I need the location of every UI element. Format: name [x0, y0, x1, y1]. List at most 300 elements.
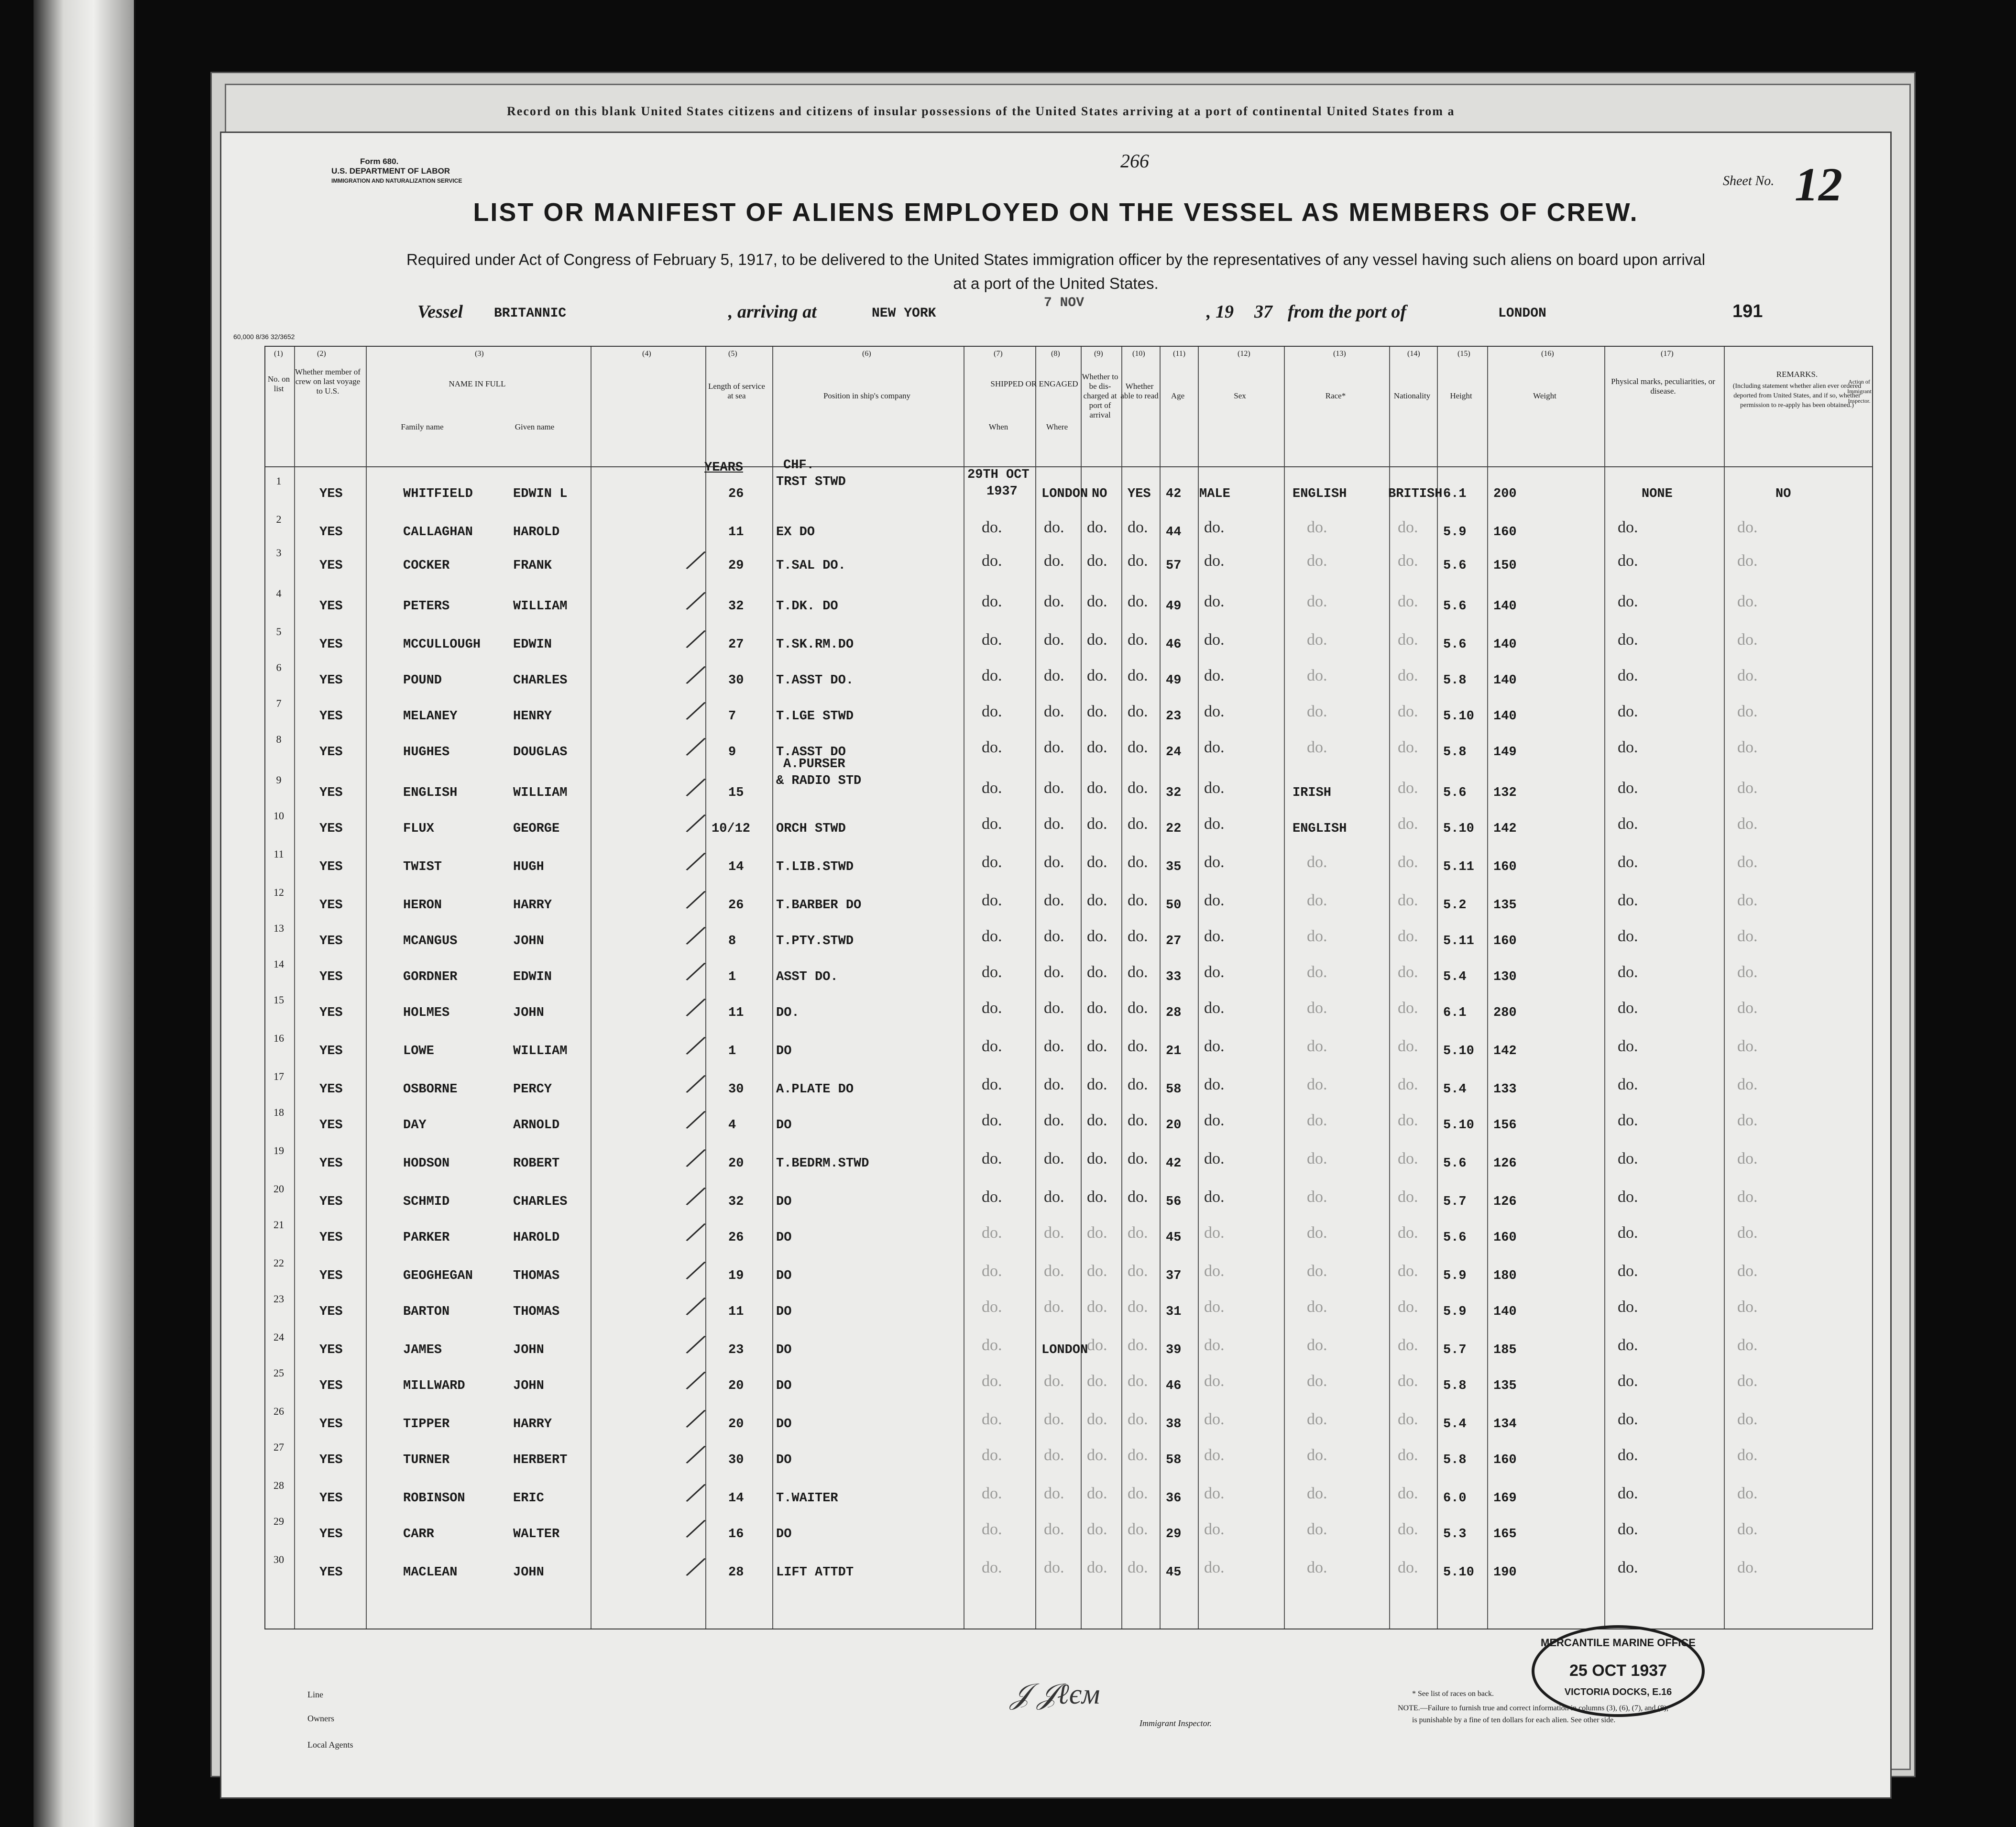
ditto-race: do.: [1307, 1150, 1327, 1167]
ditto-sex: do.: [1204, 1559, 1225, 1576]
ditto-read: do.: [1128, 1298, 1148, 1316]
cell-position: A.PLATE DO: [776, 1082, 854, 1097]
ditto-read: do.: [1128, 1112, 1148, 1129]
ditto-nationality: do.: [1398, 1037, 1418, 1055]
ditto-sex: do.: [1204, 815, 1225, 833]
ditto-where: do.: [1044, 779, 1064, 797]
ditto-sex: do.: [1204, 703, 1225, 720]
ditto-remarks: do.: [1737, 631, 1758, 649]
cell-voyage: YES: [319, 1305, 343, 1319]
ditto-where: do.: [1044, 891, 1064, 909]
cell-height: 5.4: [1443, 1417, 1467, 1431]
ditto-sex: do.: [1204, 1372, 1225, 1390]
ditto-marks: do.: [1618, 1520, 1638, 1538]
cell-voyage: YES: [319, 822, 343, 836]
cell-family-name: TIPPER: [403, 1417, 450, 1431]
column-rule: [1604, 347, 1605, 1629]
ditto-where: do.: [1044, 1559, 1064, 1576]
header-physical-marks: Physical marks, peculiarities, or disease.: [1611, 377, 1715, 396]
cell-position: DO.: [776, 1006, 800, 1020]
ditto-race: do.: [1307, 1076, 1327, 1093]
cell-service: 16: [728, 1527, 744, 1541]
ditto-when: do.: [982, 1112, 1002, 1129]
ditto-read: do.: [1128, 1520, 1148, 1538]
footer-note-penalty: NOTE.—Failure to furnish true and correct information in columns (3), (6), (7), and (8),: [1398, 1704, 1669, 1712]
ditto-where: do.: [1044, 593, 1064, 610]
ditto-nationality: do.: [1398, 1262, 1418, 1280]
row-number: 29: [274, 1515, 284, 1527]
ditto-race: do.: [1307, 963, 1327, 981]
cell-position: DO: [776, 1527, 792, 1541]
cell-given-name: HERBERT: [513, 1453, 568, 1467]
header-name-in-full: NAME IN FULL: [449, 379, 506, 388]
ditto-remarks: do.: [1737, 1112, 1758, 1129]
cell-age: 58: [1166, 1082, 1182, 1097]
cell-service: 20: [728, 1379, 744, 1393]
cell-given-name: WILLIAM: [513, 599, 568, 614]
cell-weight: 160: [1493, 525, 1517, 539]
cell-age: 49: [1166, 673, 1182, 688]
cell-service: 30: [728, 1453, 744, 1467]
row-number: 14: [274, 958, 284, 970]
cell-age: 49: [1166, 599, 1182, 614]
header-rule: [265, 466, 1872, 467]
ditto-where: do.: [1044, 1520, 1064, 1538]
ditto-discharged: do.: [1087, 1446, 1107, 1464]
ditto-marks: do.: [1618, 1224, 1638, 1242]
cell-height: 5.6: [1443, 638, 1467, 652]
cell-weight: 200: [1493, 487, 1517, 501]
ditto-nationality: do.: [1398, 1520, 1418, 1538]
ditto-race: do.: [1307, 1410, 1327, 1428]
ditto-read: do.: [1128, 1262, 1148, 1280]
cell-age: 28: [1166, 1006, 1182, 1020]
ditto-when: do.: [982, 1372, 1002, 1390]
cell-voyage: YES: [319, 898, 343, 913]
cell-voyage: YES: [319, 1565, 343, 1580]
cell-voyage: YES: [319, 1417, 343, 1431]
cell-voyage: YES: [319, 970, 343, 984]
header-no-on-list: No. on list: [267, 374, 290, 393]
check-mark: ╱: [687, 1442, 705, 1467]
ditto-remarks: do.: [1737, 1150, 1758, 1167]
check-mark: ╱: [687, 1184, 705, 1209]
ditto-read: do.: [1128, 1410, 1148, 1428]
cell-voyage: YES: [319, 1044, 343, 1058]
cell-family-name: TWIST: [403, 860, 442, 874]
ditto-where: do.: [1044, 1410, 1064, 1428]
cell-height: 5.10: [1443, 1118, 1474, 1133]
column-number: (12): [1238, 350, 1250, 358]
column-rule: [1284, 347, 1285, 1629]
cell-service: 9: [728, 745, 736, 759]
cell-given-name: THOMAS: [513, 1305, 560, 1319]
cell-voyage: YES: [319, 525, 343, 539]
ditto-discharged: do.: [1087, 927, 1107, 945]
ditto-sex: do.: [1204, 1188, 1225, 1206]
cell-service: 11: [728, 1006, 744, 1020]
ditto-marks: do.: [1618, 815, 1638, 833]
ditto-race: do.: [1307, 1112, 1327, 1129]
ditto-where: do.: [1044, 1372, 1064, 1390]
cell-family-name: MCANGUS: [403, 934, 458, 948]
row-number: 25: [274, 1367, 284, 1379]
cell-family-name: TURNER: [403, 1453, 450, 1467]
header-where: Where: [1046, 422, 1068, 431]
ditto-marks: do.: [1618, 593, 1638, 610]
ditto-sex: do.: [1204, 1485, 1225, 1502]
stamp-date: 25 OCT 1937: [1569, 1662, 1667, 1680]
ditto-discharged: do.: [1087, 1336, 1107, 1354]
cell-height: 6.0: [1443, 1491, 1467, 1506]
check-mark: ╱: [687, 1034, 705, 1058]
cell-position: ORCH STWD: [776, 822, 846, 836]
cell-where: LONDON: [1041, 1343, 1088, 1357]
cell-family-name: LOWE: [403, 1044, 434, 1058]
header-weight: Weight: [1533, 391, 1556, 400]
ditto-when: do.: [982, 1037, 1002, 1055]
ditto-where: do.: [1044, 738, 1064, 756]
ditto-marks: do.: [1618, 1298, 1638, 1316]
ditto-discharged: do.: [1087, 999, 1107, 1017]
header-member-last-voyage: Whether member of crew on last voyage to U.S.: [295, 367, 361, 396]
cell-weight: 165: [1493, 1527, 1517, 1541]
ditto-discharged: do.: [1087, 891, 1107, 909]
ditto-nationality: do.: [1398, 1446, 1418, 1464]
cell-service: 4: [728, 1118, 736, 1133]
cell-family-name: MILLWARD: [403, 1379, 465, 1393]
ditto-marks: do.: [1618, 1150, 1638, 1167]
check-mark: ╱: [687, 548, 705, 572]
cell-height: 5.10: [1443, 709, 1474, 724]
check-mark: ╱: [687, 924, 705, 948]
cell-family-name: MACLEAN: [403, 1565, 458, 1580]
cell-position: DO: [776, 1269, 792, 1283]
check-mark: ╱: [687, 959, 705, 984]
row-number: 20: [274, 1183, 284, 1195]
cell-weight: 135: [1493, 898, 1517, 913]
cell-voyage: YES: [319, 1453, 343, 1467]
cell-age: 36: [1166, 1491, 1182, 1506]
cell-weight: 180: [1493, 1269, 1517, 1283]
header-able-to-read: Whether able to read: [1120, 382, 1159, 400]
cell-weight: 160: [1493, 934, 1517, 948]
ditto-marks: do.: [1618, 1336, 1638, 1354]
ditto-read: do.: [1128, 853, 1148, 871]
cell-given-name: PERCY: [513, 1082, 552, 1097]
header-remarks: REMARKS.: [1776, 370, 1818, 379]
cell-weight: 140: [1493, 638, 1517, 652]
ditto-marks: do.: [1618, 667, 1638, 684]
ditto-discharged: do.: [1087, 552, 1107, 570]
ditto-read: do.: [1128, 779, 1148, 797]
ditto-sex: do.: [1204, 1446, 1225, 1464]
cell-family-name: MELANEY: [403, 709, 458, 724]
column-rule: [1437, 347, 1438, 1629]
ditto-sex: do.: [1204, 853, 1225, 871]
ditto-remarks: do.: [1737, 1262, 1758, 1280]
header-nationality: Nationality: [1393, 391, 1431, 400]
cell-voyage: YES: [319, 860, 343, 874]
cell-position: EX DO: [776, 525, 815, 539]
ditto-discharged: do.: [1087, 1372, 1107, 1390]
cell-position: DO: [776, 1195, 792, 1209]
cell-family-name: PETERS: [403, 599, 450, 614]
cell-service: 19: [728, 1269, 744, 1283]
column-number: (7): [994, 350, 1003, 358]
ditto-remarks: do.: [1737, 593, 1758, 610]
row-number: 30: [274, 1553, 284, 1565]
row-number: 27: [274, 1441, 284, 1453]
ditto-sex: do.: [1204, 738, 1225, 756]
cell-height: 5.6: [1443, 1156, 1467, 1171]
cell-age: 39: [1166, 1343, 1182, 1357]
ditto-marks: do.: [1618, 518, 1638, 536]
cell-position: DO: [776, 1044, 792, 1058]
ditto-when: do.: [982, 963, 1002, 981]
ditto-remarks: do.: [1737, 853, 1758, 871]
cell-position: DO: [776, 1379, 792, 1393]
ditto-where: do.: [1044, 1150, 1064, 1167]
cell-given-name: GEORGE: [513, 822, 560, 836]
cell-service: 1: [728, 970, 736, 984]
ditto-race: do.: [1307, 593, 1327, 610]
ditto-race: do.: [1307, 1188, 1327, 1206]
ditto-when: do.: [982, 1298, 1002, 1316]
check-mark: ╱: [687, 1481, 705, 1505]
ditto-where: do.: [1044, 1037, 1064, 1055]
cell-position: & RADIO STD: [776, 774, 862, 788]
ditto-remarks: do.: [1737, 1076, 1758, 1093]
column-number: (9): [1094, 350, 1103, 358]
ditto-marks: do.: [1618, 1446, 1638, 1464]
cell-given-name: JOHN: [513, 1565, 544, 1580]
cell-height: 5.6: [1443, 599, 1467, 614]
header-age: Age: [1171, 391, 1185, 400]
ditto-read: do.: [1128, 631, 1148, 649]
ditto-when: do.: [982, 853, 1002, 871]
cell-nationality: BRITISH: [1388, 487, 1443, 501]
ditto-read: do.: [1128, 552, 1148, 570]
ditto-read: do.: [1128, 1076, 1148, 1093]
ditto-when: do.: [982, 1559, 1002, 1576]
check-mark: ╱: [687, 1368, 705, 1393]
ditto-race: do.: [1307, 703, 1327, 720]
binding-strip: [33, 0, 136, 1827]
cell-voyage: YES: [319, 673, 343, 688]
ditto-nationality: do.: [1398, 631, 1418, 649]
ditto-where: do.: [1044, 518, 1064, 536]
cell-service: 26: [728, 487, 744, 501]
column-rule: [591, 347, 592, 1629]
check-mark: ╱: [687, 888, 705, 912]
cell-position: DO: [776, 1305, 792, 1319]
header-action: Action of Immigrant Inspector.: [1847, 378, 1872, 404]
stamp-top: MERCANTILE MARINE OFFICE: [1541, 1637, 1696, 1649]
ditto-when: do.: [982, 738, 1002, 756]
from-label: from the port of: [1288, 302, 1407, 322]
cell-given-name: EDWIN: [513, 638, 552, 652]
row-number: 7: [276, 697, 282, 709]
header-discharged: Whether to be dis-charged at port of arrival: [1082, 372, 1118, 419]
ditto-where: do.: [1044, 853, 1064, 871]
cell-family-name: BARTON: [403, 1305, 450, 1319]
ditto-sex: do.: [1204, 891, 1225, 909]
ditto-where: do.: [1044, 552, 1064, 570]
ditto-read: do.: [1128, 1485, 1148, 1502]
cell-discharged: NO: [1092, 487, 1107, 501]
record-line: Record on this blank United States citizens and citizens of insular possessions of the United States arriving at a port of continental United States from a: [507, 104, 1455, 118]
row-number: 4: [276, 587, 282, 599]
ditto-race: do.: [1307, 631, 1327, 649]
ditto-read: do.: [1128, 1446, 1148, 1464]
cell-height: 5.4: [1443, 1082, 1467, 1097]
cell-service: 11: [728, 525, 744, 539]
ditto-remarks: do.: [1737, 703, 1758, 720]
cell-position: DO: [776, 1231, 792, 1245]
cell-service: 15: [728, 786, 744, 800]
cell-age: 58: [1166, 1453, 1182, 1467]
row-number: 18: [274, 1106, 284, 1118]
ditto-where: do.: [1044, 667, 1064, 684]
cell-when: 1937: [986, 484, 1018, 499]
footer-owners-label: Owners: [307, 1714, 334, 1723]
cell-age: 44: [1166, 525, 1182, 539]
cell-given-name: HENRY: [513, 709, 552, 724]
ditto-sex: do.: [1204, 593, 1225, 610]
cell-service: 8: [728, 934, 736, 948]
ditto-discharged: do.: [1087, 1188, 1107, 1206]
ditto-discharged: do.: [1087, 518, 1107, 536]
column-number: (5): [728, 350, 737, 358]
cell-voyage: YES: [319, 1195, 343, 1209]
cell-family-name: MCCULLOUGH: [403, 638, 481, 652]
check-mark: ╱: [687, 1517, 705, 1541]
cell-voyage: YES: [319, 487, 343, 501]
ditto-remarks: do.: [1737, 999, 1758, 1017]
ditto-nationality: do.: [1398, 1076, 1418, 1093]
ditto-race: do.: [1307, 1520, 1327, 1538]
cell-position: T.LIB.STWD: [776, 860, 854, 874]
cell-height: 5.8: [1443, 673, 1467, 688]
cell-family-name: CALLAGHAN: [403, 525, 473, 539]
column-rule: [1081, 347, 1082, 1629]
ditto-sex: do.: [1204, 667, 1225, 684]
cell-age: 45: [1166, 1231, 1182, 1245]
row-number: 17: [274, 1070, 284, 1082]
cell-position: T.WAITER: [776, 1491, 838, 1506]
cell-age: 57: [1166, 559, 1182, 573]
ditto-where: do.: [1044, 963, 1064, 981]
ditto-where: do.: [1044, 1262, 1064, 1280]
check-mark: ╱: [687, 589, 705, 613]
ditto-remarks: do.: [1737, 815, 1758, 833]
ditto-race: do.: [1307, 667, 1327, 684]
cell-given-name: EDWIN L: [513, 487, 568, 501]
header-shipped-engaged: SHIPPED OR ENGAGED: [990, 379, 1078, 388]
column-rule: [772, 347, 773, 1629]
row-number: 9: [276, 774, 282, 786]
ditto-where: do.: [1044, 1485, 1064, 1502]
row-number: 26: [274, 1405, 284, 1417]
form-block: [331, 157, 462, 186]
ditto-nationality: do.: [1398, 1410, 1418, 1428]
cell-weight: 169: [1493, 1491, 1517, 1506]
cell-age: 45: [1166, 1565, 1182, 1580]
cell-service: 23: [728, 1343, 744, 1357]
row-number: 23: [274, 1293, 284, 1305]
ditto-read: do.: [1128, 891, 1148, 909]
cell-position: T.PTY.STWD: [776, 934, 854, 948]
cell-service: 1: [728, 1044, 736, 1058]
cell-age: 56: [1166, 1195, 1182, 1209]
ditto-race: do.: [1307, 1485, 1327, 1502]
cell-position: T.ASST DO: [776, 745, 846, 759]
ditto-nationality: do.: [1398, 963, 1418, 981]
check-mark: ╱: [687, 995, 705, 1020]
cell-age: 32: [1166, 786, 1182, 800]
ditto-remarks: do.: [1737, 1188, 1758, 1206]
cell-voyage: YES: [319, 786, 343, 800]
ditto-where: do.: [1044, 1446, 1064, 1464]
ditto-read: do.: [1128, 1372, 1148, 1390]
ditto-remarks: do.: [1737, 1336, 1758, 1354]
cell-weight: 126: [1493, 1195, 1517, 1209]
ditto-when: do.: [982, 552, 1002, 570]
cell-voyage: YES: [319, 599, 343, 614]
arriving-label: , arriving at: [728, 302, 817, 322]
cell-race: IRISH: [1293, 786, 1332, 800]
cell-voyage: YES: [319, 1082, 343, 1097]
cell-voyage: YES: [319, 559, 343, 573]
ditto-remarks: do.: [1737, 891, 1758, 909]
cell-voyage: YES: [319, 1118, 343, 1133]
header-race: Race*: [1325, 391, 1346, 400]
ditto-when: do.: [982, 891, 1002, 909]
cell-weight: 142: [1493, 822, 1517, 836]
ditto-discharged: do.: [1087, 703, 1107, 720]
ditto-read: do.: [1128, 815, 1148, 833]
cell-height: 5.9: [1443, 1305, 1467, 1319]
cell-given-name: HAROLD: [513, 525, 560, 539]
ditto-read: do.: [1128, 1150, 1148, 1167]
ditto-sex: do.: [1204, 1520, 1225, 1538]
ditto-nationality: do.: [1398, 779, 1418, 797]
cell-race: ENGLISH: [1293, 487, 1347, 501]
cell-where: LONDON: [1041, 487, 1088, 501]
cell-weight: 160: [1493, 860, 1517, 874]
ditto-when: do.: [982, 631, 1002, 649]
cell-voyage: YES: [319, 1379, 343, 1393]
cell-when: 29TH OCT: [967, 468, 1030, 482]
ditto-where: do.: [1044, 1188, 1064, 1206]
ditto-race: do.: [1307, 738, 1327, 756]
arrival-date: 7 NOV: [1044, 296, 1085, 310]
ditto-where: do.: [1044, 815, 1064, 833]
row-number: 5: [276, 626, 282, 638]
cell-service: 28: [728, 1565, 744, 1580]
column-rule: [294, 347, 295, 1629]
cell-position: T.SAL DO.: [776, 559, 846, 573]
cell-height: 5.11: [1443, 860, 1474, 874]
row-number: 2: [276, 513, 282, 525]
cell-height: 5.8: [1443, 745, 1467, 759]
cell-position: DO: [776, 1453, 792, 1467]
cell-family-name: SCHMID: [403, 1195, 450, 1209]
cell-voyage: YES: [319, 934, 343, 948]
check-mark: ╱: [687, 775, 705, 800]
column-number: (2): [317, 350, 326, 358]
